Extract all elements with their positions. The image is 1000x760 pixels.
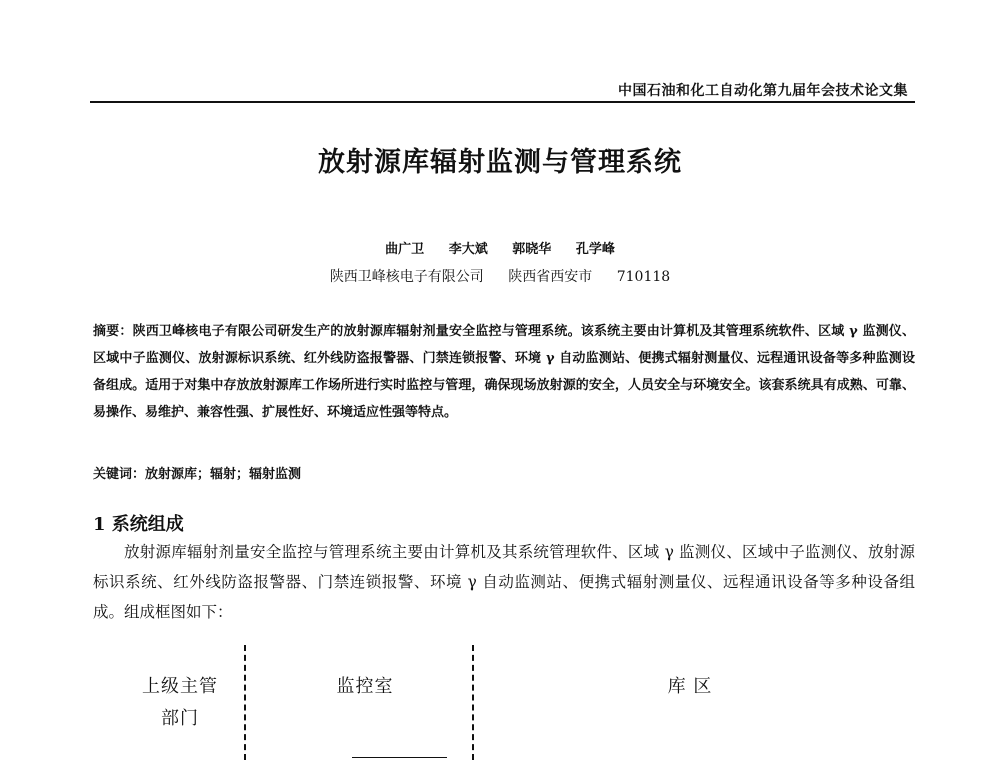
keywords-label: 关键词： — [93, 467, 146, 482]
abstract — [93, 318, 915, 426]
author-list — [0, 238, 1000, 257]
diagram-box-edge — [352, 757, 447, 758]
abstract-text: 陕西卫峰核电子有限公司研发生产的放射源库辐射剂量安全监控与管理系统。该系统主要由计算机及其管理系统软件、区域 γ 监测仪、区域中子监测仪、放射源标识系统、红外线防盗报警器、门禁连锁报警、环境 γ 自动监测站、便携式辐射测量仪、远程通讯设备等多种监测设备组成。适用于对集中存放放射源库工作场所进行实时监控与管理，确保现场放射源的安全，人员安全与环境安全。该套系统具有成熟、可靠、易操作、易维护、兼容性强、扩展性好、环境适应性强等特点。 — [93, 324, 915, 420]
diagram-label-storage-area: 库 区 — [667, 676, 713, 697]
diagram-divider — [472, 645, 474, 760]
author-name: 孔学峰 — [575, 242, 615, 257]
affiliation — [0, 266, 1000, 286]
header-rule — [90, 101, 915, 103]
author-name: 曲广卫 — [385, 242, 425, 257]
keywords-text: 放射源库；辐射；辐射监测 — [145, 467, 302, 482]
diagram-label-control-room: 监控室 — [336, 676, 394, 697]
diagram-label-line: 部门 — [161, 708, 199, 729]
section-heading: 1 系统组成 — [93, 514, 184, 535]
diagram-label-line: 上级主管 — [142, 676, 218, 697]
running-header: 中国石油和化工自动化第九届年会技术论文集 — [618, 83, 908, 99]
section-body: 放射源库辐射剂量安全监控与管理系统主要由计算机及其系统管理软件、区域 γ 监测仪、区域中子监测仪、放射源标识系统、红外线防盗报警器、门禁连锁报警、环境 γ 自动监测站、便携式辐射测量仪、远程通讯设备等多种设备组成。组成框图如下： — [93, 543, 915, 621]
diagram-divider — [244, 645, 246, 760]
affiliation-postcode: 710118 — [616, 269, 671, 285]
affiliation-company: 陕西卫峰核电子有限公司 — [329, 269, 484, 285]
diagram-label-superior-dept — [130, 672, 230, 730]
author-name: 李大斌 — [448, 242, 488, 257]
author-name: 郭晓华 — [512, 242, 552, 257]
paper-title: 放射源库辐射监测与管理系统 — [318, 147, 682, 178]
keywords — [93, 463, 301, 482]
affiliation-location: 陕西省西安市 — [508, 269, 593, 285]
abstract-label: 摘要： — [93, 324, 133, 339]
